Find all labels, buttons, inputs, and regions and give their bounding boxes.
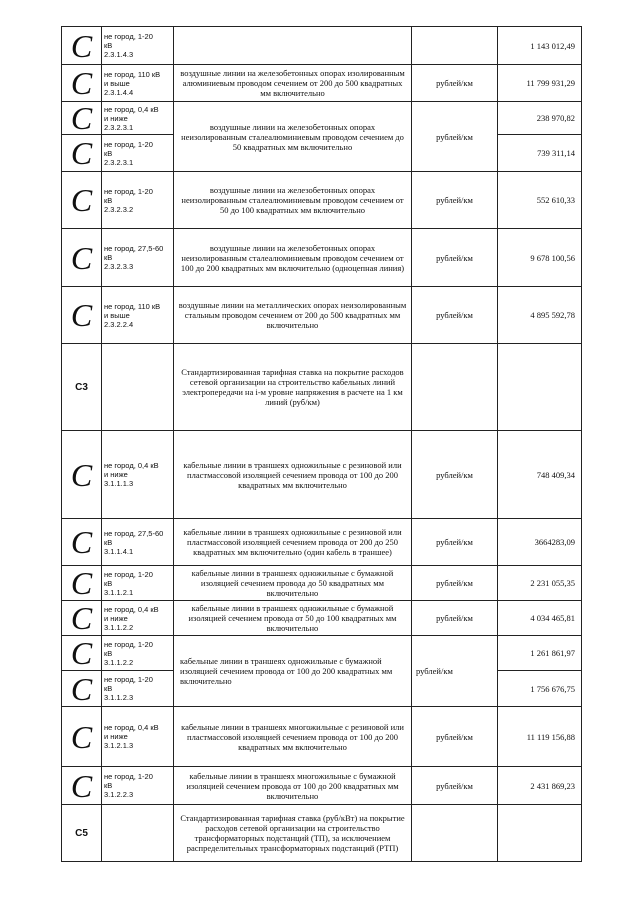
zone-cell: не город, 1-20 кВ 3.1.1.2.2 xyxy=(102,636,174,671)
table-row xyxy=(62,767,582,805)
table-row xyxy=(62,287,582,344)
value-cell: 11 119 156,88 xyxy=(498,707,582,767)
zone-cell: не город, 1-20 кВ 3.1.1.2.3 xyxy=(102,671,174,707)
value-cell: 4 895 592,78 xyxy=(498,287,582,344)
zone-cell: не город, 1-20 кВ 3.1.2.2.3 xyxy=(102,767,174,805)
zone-cell: не город, 27,5-60 кВ 3.1.1.4.1 xyxy=(102,519,174,566)
zone-cell: не город, 1-20 кВ 2.3.2.3.1 xyxy=(102,135,174,172)
section-description: Стандартизированная тарифная ставка на покрытие расходов сетевой организации на строительство кабельных линий электропередачи на i-м уровне напряжения в расчете на 1 км линий (руб/км) xyxy=(174,344,412,431)
rate-code: C xyxy=(62,287,102,344)
zone-cell xyxy=(102,805,174,862)
section-row xyxy=(62,344,582,431)
rate-code: C xyxy=(62,27,102,65)
value-cell: 748 409,34 xyxy=(498,431,582,519)
unit-cell xyxy=(412,805,498,862)
rate-code: C xyxy=(62,65,102,102)
table-row xyxy=(62,229,582,287)
unit-cell: рублей/км xyxy=(412,102,498,172)
section-row xyxy=(62,805,582,862)
unit-cell xyxy=(412,27,498,65)
value-cell: 739 311,14 xyxy=(498,135,582,172)
table-row xyxy=(62,566,582,601)
description-cell: воздушные линии на железобетонных опорах неизолированным сталеалюминиевым проводом сечением от 100 до 200 квадратных мм включительно (одноцепная линия) xyxy=(174,229,412,287)
description-cell: кабельные линии в траншеях одножильные с резиновой или пластмассовой изоляцией сечением провода от 200 до 250 квадратных мм включительно (один кабель в траншее) xyxy=(174,519,412,566)
value-cell: 3664283,09 xyxy=(498,519,582,566)
zone-cell: не город, 1-20 кВ 2.3.1.4.3 xyxy=(102,27,174,65)
section-code: C5 xyxy=(62,805,102,862)
rate-code: C xyxy=(62,519,102,566)
rate-code: C xyxy=(62,135,102,172)
description-cell: воздушные линии на железобетонных опорах неизолированным сталеалюминиевым проводом сечением от 50 до 100 квадратных мм включительно xyxy=(174,172,412,229)
value-cell: 9 678 100,56 xyxy=(498,229,582,287)
table-row xyxy=(62,707,582,767)
unit-cell: рублей/км xyxy=(412,172,498,229)
table-row xyxy=(62,519,582,566)
unit-cell: рублей/км xyxy=(412,636,498,707)
zone-cell: не город, 1-20 кВ 3.1.1.2.1 xyxy=(102,566,174,601)
table-row xyxy=(62,65,582,102)
section-description: Стандартизированная тарифная ставка (руб/кВт) на покрытие расходов сетевой организации на строительство трансформаторных подстанций (ТП), за исключением распределительных трансформаторных подстанций (РТП) xyxy=(174,805,412,862)
zone-cell: не город, 1-20 кВ 2.3.2.3.2 xyxy=(102,172,174,229)
tariff-table xyxy=(61,26,582,862)
zone-cell: не город, 0,4 кВ и ниже 2.3.2.3.1 xyxy=(102,102,174,135)
unit-cell: рублей/км xyxy=(412,431,498,519)
zone-cell: не город, 0,4 кВ и ниже 3.1.2.1.3 xyxy=(102,707,174,767)
table-row xyxy=(62,172,582,229)
zone-cell: не город, 110 кВ и выше 2.3.1.4.4 xyxy=(102,65,174,102)
table-row xyxy=(62,102,582,135)
value-cell: 2 231 055,35 xyxy=(498,566,582,601)
zone-cell: не город, 27,5-60 кВ 2.3.2.3.3 xyxy=(102,229,174,287)
rate-code: C xyxy=(62,707,102,767)
description-cell: воздушные линии на железобетонных опорах изолированным алюминиевым проводом сечением от 200 до 500 квадратных мм включительно xyxy=(174,65,412,102)
unit-cell: рублей/км xyxy=(412,707,498,767)
value-cell xyxy=(498,805,582,862)
zone-cell xyxy=(102,344,174,431)
unit-cell: рублей/км xyxy=(412,287,498,344)
rate-code: C xyxy=(62,601,102,636)
table-row xyxy=(62,636,582,671)
unit-cell xyxy=(412,344,498,431)
table-row xyxy=(62,27,582,65)
description-cell: воздушные линии на металлических опорах неизолированным стальным проводом сечением от 200 до 500 квадратных мм включительно xyxy=(174,287,412,344)
value-cell: 1 261 861,97 xyxy=(498,636,582,671)
rate-code: C xyxy=(62,636,102,671)
unit-cell: рублей/км xyxy=(412,519,498,566)
value-cell: 552 610,33 xyxy=(498,172,582,229)
unit-cell: рублей/км xyxy=(412,229,498,287)
rate-code: C xyxy=(62,671,102,707)
table-row xyxy=(62,431,582,519)
rate-code: C xyxy=(62,172,102,229)
value-cell: 11 799 931,29 xyxy=(498,65,582,102)
unit-cell: рублей/км xyxy=(412,767,498,805)
rate-code: C xyxy=(62,566,102,601)
zone-cell: не город, 0,4 кВ и ниже 3.1.1.1.3 xyxy=(102,431,174,519)
value-cell: 1 143 012,49 xyxy=(498,27,582,65)
rate-code: C xyxy=(62,431,102,519)
rate-code: C xyxy=(62,767,102,805)
rate-code: C xyxy=(62,102,102,135)
zone-cell: не город, 110 кВ и выше 2.3.2.2.4 xyxy=(102,287,174,344)
unit-cell: рублей/км xyxy=(412,601,498,636)
section-code: C3 xyxy=(62,344,102,431)
description-cell xyxy=(174,27,412,65)
description-cell: воздушные линии на железобетонных опорах неизолированным сталеалюминиевым проводом сечением до 50 квадратных мм включительно xyxy=(174,102,412,172)
value-cell: 2 431 869,23 xyxy=(498,767,582,805)
rate-code: C xyxy=(62,229,102,287)
description-cell: кабельные линии в траншеях одножильные с бумажной изоляцией сечением провода до 50 квадратных мм включительно xyxy=(174,566,412,601)
unit-cell: рублей/км xyxy=(412,65,498,102)
zone-cell: не город, 0,4 кВ и ниже 3.1.1.2.2 xyxy=(102,601,174,636)
description-cell: кабельные линии в траншеях одножильные с резиновой или пластмассовой изоляцией сечением провода от 100 до 200 квадратных мм включительно xyxy=(174,431,412,519)
value-cell: 238 970,82 xyxy=(498,102,582,135)
value-cell xyxy=(498,344,582,431)
table-row xyxy=(62,601,582,636)
description-cell: кабельные линии в траншеях одножильные с бумажной изоляцией сечением провода от 100 до 200 квадратных мм включительно xyxy=(174,636,412,707)
value-cell: 1 756 676,75 xyxy=(498,671,582,707)
unit-cell: рублей/км xyxy=(412,566,498,601)
description-cell: кабельные линии в траншеях многожильные с резиновой или пластмассовой изоляцией сечением провода от 100 до 200 квадратных мм включительно xyxy=(174,707,412,767)
description-cell: кабельные линии в траншеях одножильные с бумажной изоляцией сечением провода от 50 до 100 квадратных мм включительно xyxy=(174,601,412,636)
description-cell: кабельные линии в траншеях многожильные с бумажной изоляцией сечением провода от 100 до 200 квадратных мм включительно xyxy=(174,767,412,805)
value-cell: 4 034 465,81 xyxy=(498,601,582,636)
